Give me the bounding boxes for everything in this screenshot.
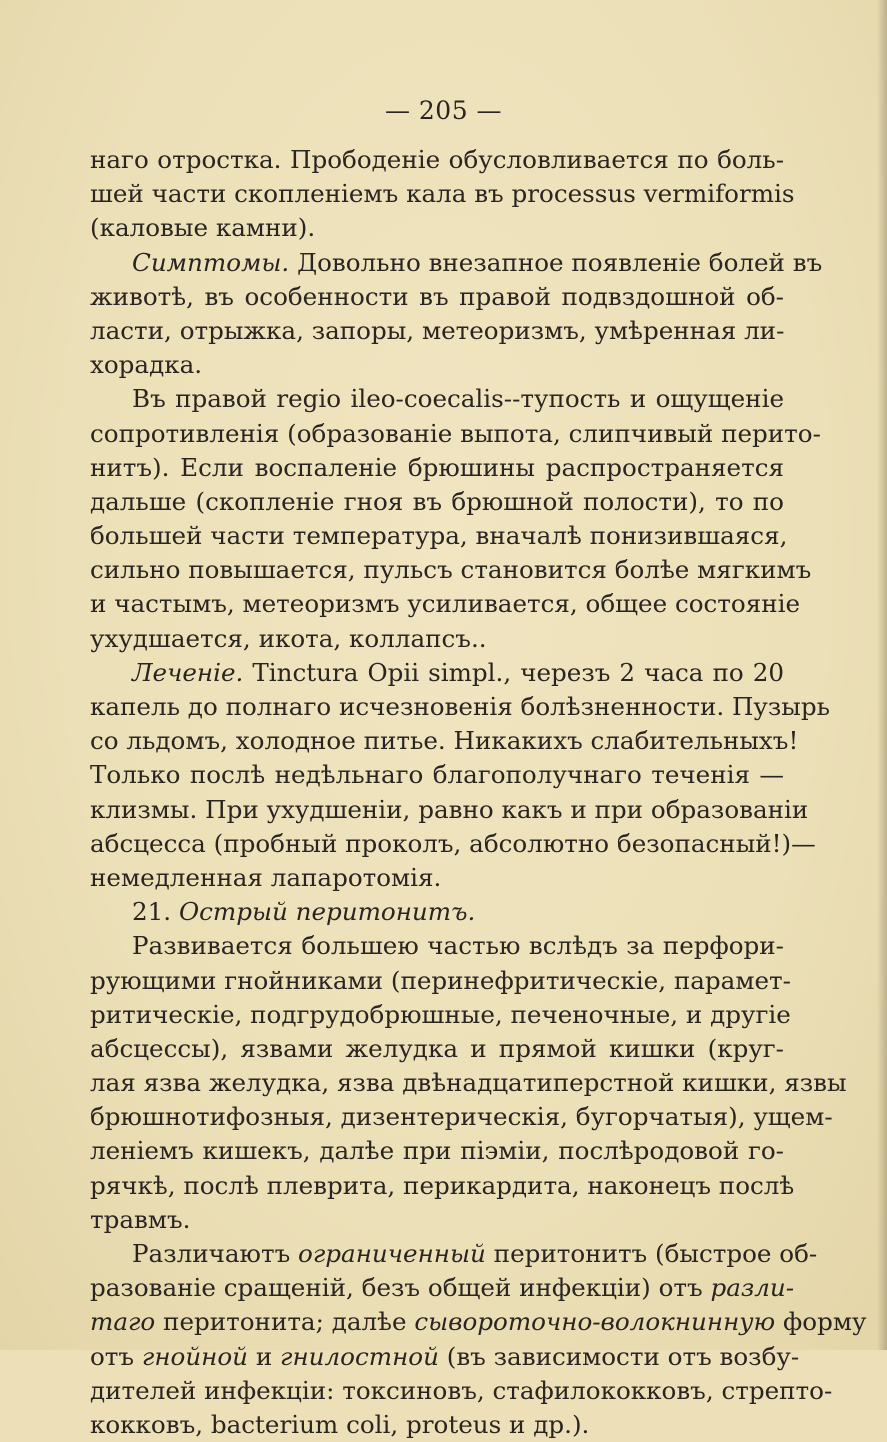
text-line <box>90 451 784 485</box>
text-line <box>90 382 784 416</box>
text-run: Tinctura Opii simpl., черезъ 2 часа по 20 <box>243 657 784 687</box>
text-line <box>90 519 788 553</box>
text-run: со льдомъ, холодное питье. Никакихъ слабительныхъ! <box>90 726 799 756</box>
text-line <box>90 587 801 621</box>
text-run: наго отростка. Прободеніе обусловливается по боль- <box>90 145 784 174</box>
section-heading <box>90 895 784 929</box>
text-run: разованіе сращеній, безъ общей инфекціи) отъ <box>90 1273 711 1303</box>
text-run: рующими гнойниками (перинефритическіе, парамет- <box>90 965 791 995</box>
text-line <box>90 177 795 211</box>
text-line <box>90 656 784 690</box>
text-run: ухудшается, икота, коллапсъ.. <box>90 623 487 653</box>
text-line <box>90 1169 795 1203</box>
text-line <box>90 1066 847 1100</box>
text-run: кокковъ, bacterium coli, proteus и др.). <box>90 1409 590 1439</box>
text-run: Различаютъ <box>132 1239 299 1268</box>
text-run: отъ <box>90 1341 142 1371</box>
text-run: нитъ). Если воспаленіе брюшины распространяется <box>90 452 784 482</box>
text-line <box>90 690 831 724</box>
text-line <box>90 895 784 929</box>
page-edge-shadow <box>877 0 887 1350</box>
text-line <box>90 143 784 177</box>
text-run: дителей инфекціи: токсиновъ, стафилококковъ, стрепто- <box>90 1375 833 1405</box>
text-run: животѣ, въ особенности въ правой подвздошной об- <box>90 281 784 311</box>
text-run: (въ зависимости отъ возбу- <box>438 1341 800 1371</box>
text-run: абсцессы), язвами желудка и прямой кишки (круг- <box>90 1033 784 1063</box>
body-text <box>90 143 867 1442</box>
text-run: абсцесса (пробный проколъ, абсолютно безопасный!)— <box>90 828 816 858</box>
text-run: перитонита; далѣе <box>155 1307 415 1337</box>
text-run: большей части температура, вначалѣ понизившаяся, <box>90 521 788 551</box>
text-run: и частымъ, метеоризмъ усиливается, общее состояніе <box>90 589 801 619</box>
text-run: сильно повышается, пульсъ становится болѣе мягкимъ <box>90 555 812 585</box>
text-run: клизмы. При ухудшеніи, равно какъ и при образованіи <box>90 794 809 824</box>
italic-run: сывороточно-волокнинную <box>414 1307 776 1337</box>
paragraph-symptoms <box>90 246 823 383</box>
text-run: Только послѣ недѣльнаго благополучнаго теченія — <box>90 760 784 790</box>
text-line <box>90 553 812 587</box>
text-line <box>90 622 784 656</box>
text-run: Довольно внезапное появленіе болей въ <box>289 247 823 277</box>
text-run: и <box>248 1341 281 1371</box>
italic-run: Леченіе. <box>132 657 244 687</box>
text-run: перитонитъ (быстрое об- <box>485 1239 818 1268</box>
text-line <box>90 1340 800 1374</box>
italic-run: ограниченный <box>298 1239 486 1268</box>
text-line <box>90 724 799 758</box>
text-run: рячкѣ, послѣ плеврита, перикардита, наконецъ послѣ <box>90 1170 795 1200</box>
text-run: немедленная лапаротомія. <box>90 862 442 892</box>
paragraph-regio <box>90 382 821 656</box>
text-run: ритическіе, подгрудобрюшные, печеночные, и другіе <box>90 999 791 1029</box>
paragraph-develops <box>90 929 847 1237</box>
text-line <box>90 211 784 245</box>
paragraph-perforation <box>90 143 795 246</box>
text-line <box>90 485 784 519</box>
text-run: 21. <box>132 897 179 927</box>
text-run: дальше (скопленіе гноя въ брюшной полости), то по <box>90 486 784 516</box>
text-line <box>90 1374 833 1408</box>
text-run: леніемъ кишекъ, далѣе при піэміи, послѣродовой го- <box>90 1136 784 1166</box>
text-line <box>90 1305 867 1339</box>
text-line <box>90 964 791 998</box>
text-run: сопротивленія (образованіе выпота, слипчивый перито- <box>90 418 821 448</box>
text-run: хорадка. <box>90 350 203 380</box>
text-line <box>90 280 784 314</box>
paragraph-distinguish <box>90 1237 867 1442</box>
text-line <box>90 758 784 792</box>
text-run: Развивается большею частью вслѣдъ за перфори- <box>132 931 784 961</box>
text-line <box>90 1203 784 1237</box>
text-line <box>90 1271 795 1305</box>
text-line <box>90 1032 784 1066</box>
italic-run: Острый перитонитъ. <box>178 897 476 927</box>
text-line <box>90 929 784 963</box>
text-line <box>90 998 791 1032</box>
text-run: травмъ. <box>90 1204 191 1234</box>
text-line <box>90 1134 784 1168</box>
italic-run: таго <box>90 1307 156 1337</box>
text-run: Въ правой regio ileo-coecalis--тупость и ощущеніе <box>132 384 784 414</box>
page-number: — 205 — <box>384 96 503 125</box>
text-line <box>90 827 816 861</box>
text-line <box>90 793 809 827</box>
italic-run: Симптомы. <box>132 247 290 277</box>
text-run: форму <box>775 1307 867 1337</box>
text-line <box>90 1237 818 1271</box>
text-run: лая язва желудка, язва двѣнадцатиперстной кишки, язвы <box>90 1068 847 1098</box>
text-run: капель до полнаго исчезновенія болѣзненности. Пузырь <box>90 692 831 721</box>
text-line <box>90 348 784 382</box>
text-line <box>90 314 784 348</box>
text-run: брюшнотифозныя, дизентерическія, бугорчатыя), ущем- <box>90 1102 833 1132</box>
italic-run: гнойной <box>141 1341 249 1371</box>
text-line <box>90 417 821 451</box>
text-line <box>90 861 784 895</box>
text-line <box>90 1100 833 1134</box>
text-run: (каловые камни). <box>90 213 316 243</box>
text-line <box>90 246 823 280</box>
text-line <box>90 1408 784 1442</box>
paragraph-treatment <box>90 656 831 895</box>
text-run: шей части скопленіемъ кала въ processus vermiformis <box>90 179 795 209</box>
text-run: ласти, отрыжка, запоры, метеоризмъ, умѣренная ли- <box>90 315 785 345</box>
italic-run: разли- <box>710 1273 795 1303</box>
italic-run: гнилостной <box>280 1341 439 1371</box>
